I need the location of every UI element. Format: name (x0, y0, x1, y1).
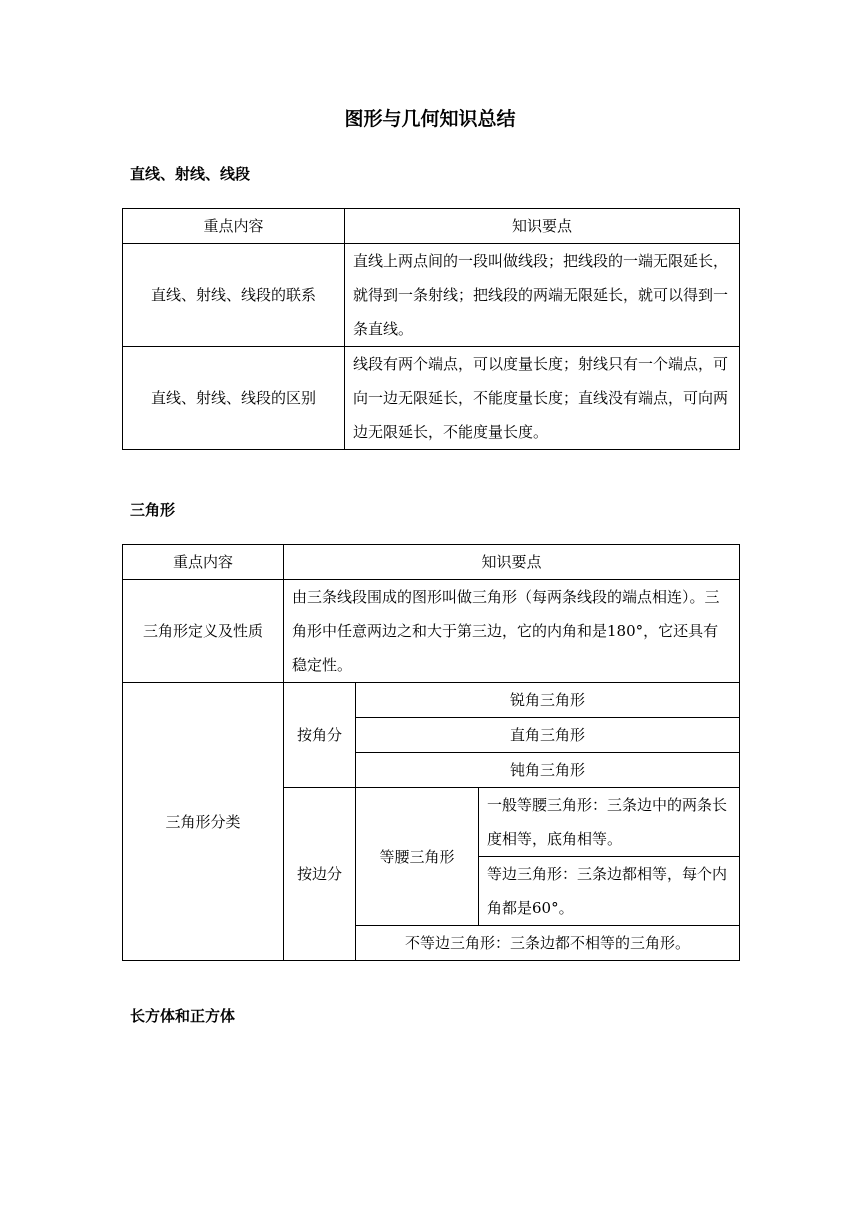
isosceles-label: 等腰三角形 (356, 788, 479, 926)
equilateral: 等边三角形：三条边都相等，每个内角都是60°。 (479, 857, 740, 926)
table-row (123, 347, 740, 450)
triangle-table (122, 544, 740, 961)
row-topic: 直线、射线、线段的区别 (123, 347, 345, 450)
table-header-row (123, 209, 740, 244)
section-heading-lines: 直线、射线、线段 (130, 165, 251, 183)
obtuse-triangle: 钝角三角形 (356, 753, 740, 788)
row-content: 直线上两点间的一段叫做线段；把线段的一端无限延长，就得到一条射线；把线段的两端无限延长，就可以得到一条直线。 (345, 244, 740, 347)
row-content: 线段有两个端点，可以度量长度；射线只有一个端点，可向一边无限延长，不能度量长度；直线没有端点，可向两边无限延长，不能度量长度。 (345, 347, 740, 450)
page-title: 图形与几何知识总结 (344, 108, 516, 130)
lines-table (122, 208, 740, 450)
right-triangle: 直角三角形 (356, 718, 740, 753)
section-heading-cuboid: 长方体和正方体 (130, 1007, 236, 1025)
table-row (123, 580, 740, 683)
table-header-row (123, 545, 740, 580)
scalene: 不等边三角形：三条边都不相等的三角形。 (356, 926, 740, 961)
header-topic: 重点内容 (123, 209, 345, 244)
header-points: 知识要点 (345, 209, 740, 244)
table-row (123, 244, 740, 347)
classification-topic: 三角形分类 (123, 683, 284, 961)
general-isosceles: 一般等腰三角形：三条边中的两条长度相等，底角相等。 (479, 788, 740, 857)
by-side-label: 按边分 (284, 788, 356, 961)
row-content: 由三条线段围成的图形叫做三角形（每两条线段的端点相连）。三角形中任意两边之和大于第三边，它的内角和是180°，它还具有稳定性。 (284, 580, 740, 683)
acute-triangle: 锐角三角形 (356, 683, 740, 718)
header-topic: 重点内容 (123, 545, 284, 580)
row-topic: 三角形定义及性质 (123, 580, 284, 683)
header-points: 知识要点 (284, 545, 740, 580)
by-angle-label: 按角分 (284, 683, 356, 788)
table-row (123, 683, 740, 718)
row-topic: 直线、射线、线段的联系 (123, 244, 345, 347)
section-heading-triangle: 三角形 (130, 501, 176, 519)
